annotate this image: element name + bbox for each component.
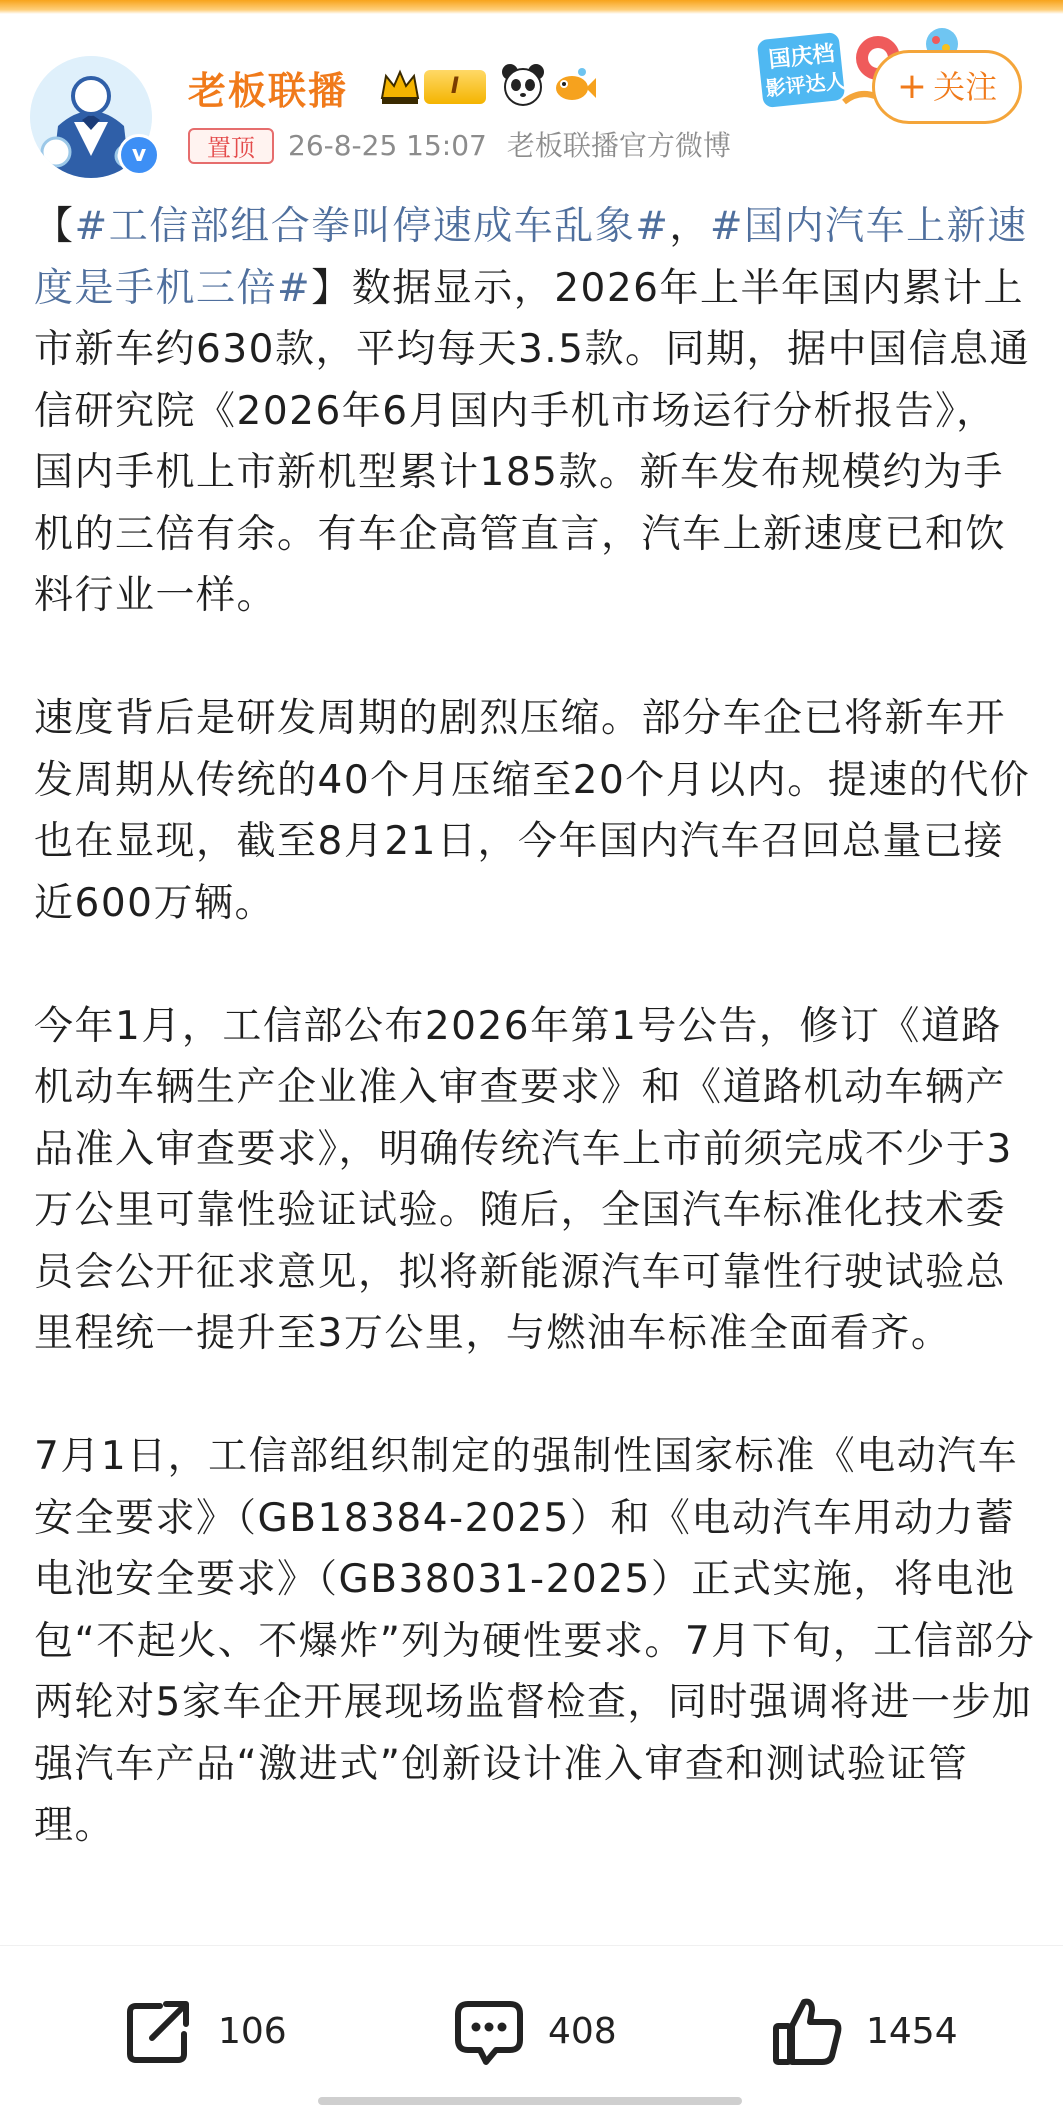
- festival-badge-line2: 影评达人: [764, 68, 847, 101]
- action-bar: [0, 1945, 1063, 2108]
- follow-label: 关注: [933, 68, 998, 106]
- pinned-badge: 置顶: [188, 128, 274, 164]
- topic-link-2[interactable]: #国内汽车上新速度是手机三倍#: [34, 204, 1028, 311]
- post-source: 老板联播官方微博: [506, 129, 731, 162]
- comment-button[interactable]: [452, 1994, 617, 2068]
- share-count: 106: [218, 2010, 287, 2052]
- topic-separator: ，: [669, 204, 710, 249]
- panda-icon: [500, 62, 546, 108]
- post-timestamp: 26-8-25 15:07: [288, 129, 487, 162]
- like-button[interactable]: [770, 1994, 958, 2068]
- follow-button[interactable]: [872, 50, 1022, 124]
- share-button[interactable]: [122, 1994, 287, 2068]
- verified-icon: v: [118, 134, 160, 176]
- bracket-open: 【: [34, 204, 75, 249]
- thumbs-up-icon: [770, 1994, 844, 2068]
- like-count: 1454: [866, 2010, 958, 2052]
- status-bar-accent: [0, 0, 1063, 14]
- post-meta: [288, 128, 731, 164]
- author-name[interactable]: 老板联播: [188, 69, 349, 113]
- comment-count: 408: [548, 2010, 617, 2052]
- plus-icon: +: [896, 66, 928, 107]
- home-indicator[interactable]: [318, 2097, 742, 2105]
- bracket-close: 】: [311, 265, 352, 311]
- post-content: [34, 196, 1036, 1857]
- level-badge: I: [424, 70, 486, 104]
- paragraph-1-text: 数据显示，2026年上半年国内累计上市新车约630款，平均每天3.5款。同期，据中国信息通信研究院《2026年6月国内手机市场运行分析报告》，国内手机上市新机型累计185款。新车发布规模约为手机的三倍有余。有车企高管直言，汽车上新速度已和饮料行业一样。: [34, 265, 1030, 618]
- paragraph-2: 速度背后是研发周期的剧烈压缩。部分车企已将新车开发周期从传统的40个月压缩至20个月以内。提速的代价也在显现，截至8月21日，今年国内汽车召回总量已接近600万辆。: [34, 696, 1031, 926]
- share-icon: [122, 1994, 196, 2068]
- fish-icon: [552, 64, 596, 108]
- topic-link-1[interactable]: #工信部组合拳叫停速成车乱象#: [74, 204, 670, 249]
- comment-icon: [452, 1994, 526, 2068]
- festival-badge-line1: 国庆档: [767, 41, 836, 74]
- paragraph-4: 7月1日，工信部组织制定的强制性国家标准《电动汽车安全要求》（GB18384-2025）和《电动汽车用动力蓄电池安全要求》（GB38031-2025）正式实施，将电池包“不起火、不爆炸”列为硬性要求。7月下旬，工信部分两轮对5家车企开展现场监督检查，同时强调将进一步加强汽车产品“激进式”创新设计准入审查和测试验证管理。: [34, 1434, 1036, 1848]
- paragraph-3: 今年1月，工信部公布2026年第1号公告，修订《道路机动车辆生产企业准入审查要求》和《道路机动车辆产品准入审查要求》，明确传统汽车上市前须完成不少于3万公里可靠性验证试验。随后，全国汽车标准化技术委员会公开征求意见，拟将新能源汽车可靠性行驶试验总里程统一提升至3万公里，与燃油车标准全面看齐。: [34, 1003, 1013, 1356]
- crown-icon: [378, 66, 422, 106]
- paragraph-1: [34, 196, 1036, 627]
